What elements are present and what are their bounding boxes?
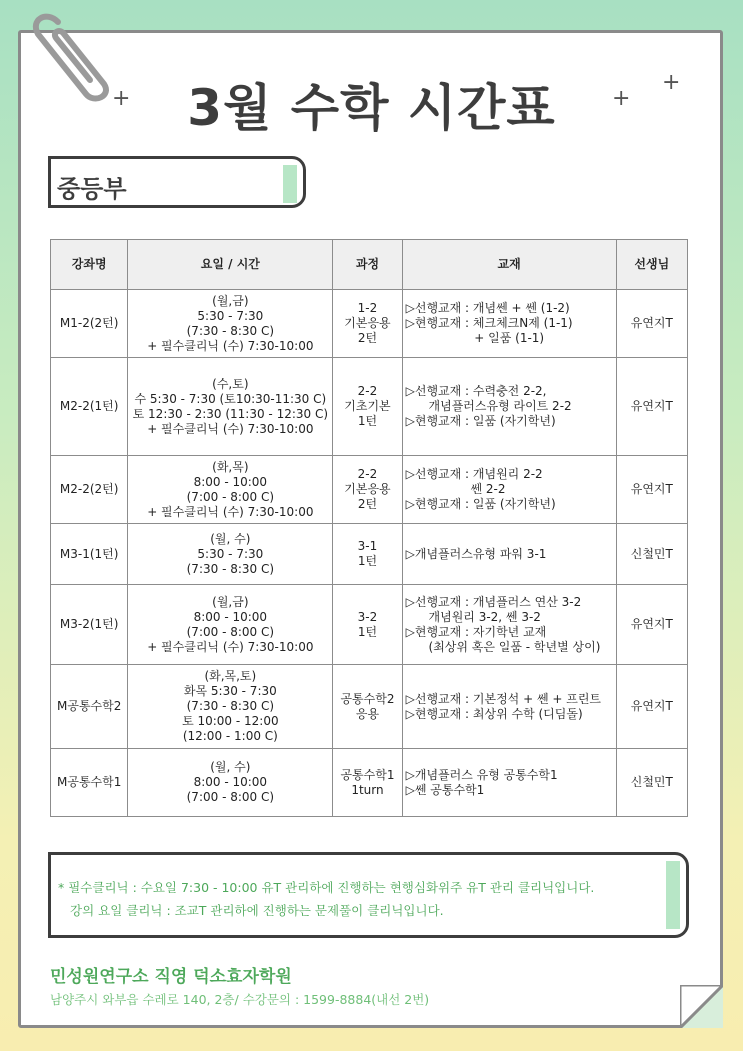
textbook-cell: ▷선행교재 : 개념원리 2-2 쎈 2-2 ▷현행교재 : 일품 (자기학년): [402, 456, 616, 524]
sparkle-icon: +: [112, 86, 131, 111]
time-cell: (월, 수) 5:30 - 7:30 (7:30 - 8:30 C): [128, 524, 333, 585]
time-cell: (월,금) 5:30 - 7:30 (7:30 - 8:30 C) + 필수클리닉 (수) 7:30-10:00: [128, 290, 333, 358]
note-lecture-clinic: 강의 요일 클리닉 : 조교T 관리하에 진행하는 문제풀이 클리닉입니다.: [70, 903, 444, 918]
table-header-row: [51, 240, 688, 290]
header-teacher: 선생님: [616, 240, 687, 290]
course-name-cell: M공통수학2: [51, 665, 128, 749]
textbook-cell: ▷선행교재 : 개념플러스 연산 3-2 개념원리 3-2, 쎈 3-2 ▷현행교재 : 자기학년 교재 (최상위 혹은 일품 - 학년별 상이): [402, 585, 616, 665]
track-cell: 공통수학1 1turn: [333, 749, 402, 817]
page-title: 3월 수학 시간표: [187, 79, 556, 137]
course-name-cell: M공통수학1: [51, 749, 128, 817]
teacher-cell: 신철민T: [616, 749, 687, 817]
folded-corner-decoration: [680, 985, 723, 1028]
teacher-cell: 유연지T: [616, 585, 687, 665]
time-cell: (화,목,토) 화목 5:30 - 7:30 (7:30 - 8:30 C) 토 10:00 - 12:00 (12:00 - 1:00 C): [128, 665, 333, 749]
header-course-name: 강좌명: [51, 240, 128, 290]
header-track: 과정: [333, 240, 402, 290]
section-label: 중등부: [57, 175, 127, 203]
track-cell: 3-1 1턴: [333, 524, 402, 585]
header-textbook: 교재: [402, 240, 616, 290]
textbook-cell: ▷개념플러스 유형 공통수학1 ▷쎈 공통수학1: [402, 749, 616, 817]
sparkle-icon: +: [662, 70, 681, 95]
time-cell: (수,토) 수 5:30 - 7:30 (토10:30-11:30 C) 토 12:30 - 2:30 (11:30 - 12:30 C) + 필수클리닉 (수) 7:30-10:00: [128, 358, 333, 456]
track-cell: 3-2 1턴: [333, 585, 402, 665]
tab-accent-bar: [283, 165, 297, 203]
teacher-cell: 신철민T: [616, 524, 687, 585]
track-cell: 공통수학2 응용: [333, 665, 402, 749]
teacher-cell: 유연지T: [616, 290, 687, 358]
table-row: [51, 585, 688, 665]
table-row: [51, 749, 688, 817]
teacher-cell: 유연지T: [616, 358, 687, 456]
textbook-cell: ▷선행교재 : 수력충전 2-2, 개념플러스유형 라이트 2-2 ▷현행교재 : 일품 (자기학년): [402, 358, 616, 456]
section-label-tab: [48, 156, 306, 208]
time-cell: (화,목) 8:00 - 10:00 (7:00 - 8:00 C) + 필수클리닉 (수) 7:30-10:00: [128, 456, 333, 524]
academy-name: 민성원연구소 직영 덕소효자학원: [50, 967, 292, 987]
table-row: [51, 456, 688, 524]
course-name-cell: M2-2(1턴): [51, 358, 128, 456]
notes-accent-bar: [666, 861, 680, 929]
teacher-cell: 유연지T: [616, 665, 687, 749]
course-name-cell: M1-2(2턴): [51, 290, 128, 358]
table-row: [51, 665, 688, 749]
teacher-cell: 유연지T: [616, 456, 687, 524]
table-row: [51, 290, 688, 358]
note-clinic: * 필수클리닉 : 수요일 7:30 - 10:00 유T 관리하에 진행하는 현행심화위주 유T 관리 클리닉입니다.: [58, 880, 595, 895]
course-name-cell: M3-1(1턴): [51, 524, 128, 585]
table-row: [51, 524, 688, 585]
sparkle-icon: +: [612, 86, 631, 111]
course-name-cell: M3-2(1턴): [51, 585, 128, 665]
track-cell: 1-2 기본응용 2턴: [333, 290, 402, 358]
time-cell: (월,금) 8:00 - 10:00 (7:00 - 8:00 C) + 필수클리닉 (수) 7:30-10:00: [128, 585, 333, 665]
textbook-cell: ▷개념플러스유형 파워 3-1: [402, 524, 616, 585]
header-day-time: 요일 / 시간: [128, 240, 333, 290]
time-cell: (월, 수) 8:00 - 10:00 (7:00 - 8:00 C): [128, 749, 333, 817]
textbook-cell: ▷선행교재 : 개념쎈 + 쎈 (1-2) ▷현행교재 : 체크체크N제 (1-1) + 일품 (1-1): [402, 290, 616, 358]
track-cell: 2-2 기본응용 2턴: [333, 456, 402, 524]
academy-address: 남양주시 와부읍 수레로 140, 2층/ 수강문의 : 1599-8884(내선 2번): [50, 992, 430, 1007]
textbook-cell: ▷선행교재 : 기본정석 + 쎈 + 프린트 ▷현행교재 : 최상위 수학 (디딤돌): [402, 665, 616, 749]
schedule-table: [50, 239, 688, 817]
table-row: [51, 358, 688, 456]
track-cell: 2-2 기초기본 1턴: [333, 358, 402, 456]
course-name-cell: M2-2(2턴): [51, 456, 128, 524]
